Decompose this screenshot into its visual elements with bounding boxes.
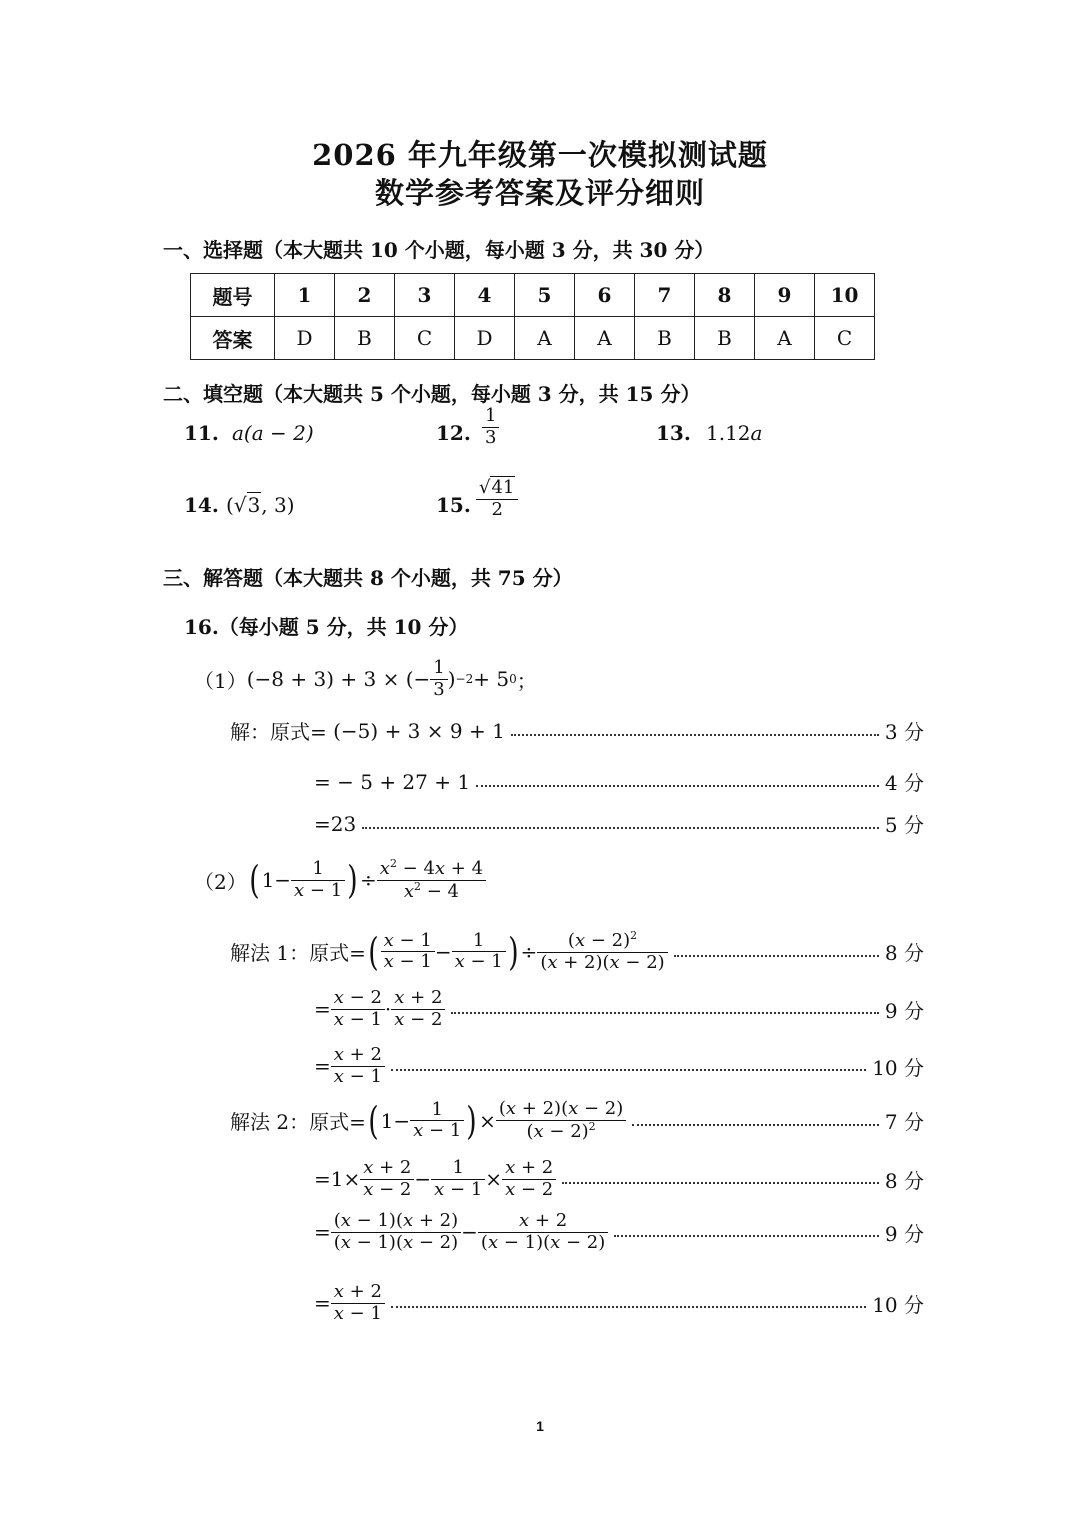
q15-root: 41 [491, 477, 515, 498]
table-cell-answer: C [395, 317, 455, 360]
table-cell-answer: A [575, 317, 635, 360]
step-score: 9 分 [884, 998, 924, 1023]
table-cell-number: 5 [515, 274, 575, 317]
solution-prefix: 解法 1：原式= [230, 941, 366, 966]
q16-part1-exp2: 0 [509, 672, 517, 687]
dot-leader [362, 827, 879, 829]
q16-part2-m1-step1: 解法 1：原式= ( $\frac{x - 1}{x - 1}$ − $\frac{1}{x - 1}$ ) ÷ $\frac{(x - 2)^2}{(x + 2)(x - 2)}$ 8 分 [230, 929, 924, 974]
table-cell-answer: B [335, 317, 395, 360]
q15-fraction [476, 478, 518, 520]
page-number: 1 [536, 1418, 544, 1434]
q13-answer [706, 421, 762, 445]
q12-numerator: 1 [482, 406, 499, 428]
step-score: 10 分 [872, 1055, 924, 1080]
table-cell-answer: B [635, 317, 695, 360]
dot-leader [391, 1069, 866, 1071]
step-expression: (−5) + 3 × 9 + 1 [333, 718, 505, 743]
q12-denominator: 3 [485, 426, 497, 448]
q16-part1-step3 [314, 809, 924, 838]
step-score: 10 分 [872, 1292, 924, 1317]
table-row-answers [191, 317, 875, 360]
table-header-question: 题号 [191, 274, 275, 317]
q12-fraction [482, 406, 499, 448]
table-cell-answer: A [515, 317, 575, 360]
dot-leader [614, 1235, 879, 1237]
table-cell-number: 7 [635, 274, 695, 317]
q16-part2-m2-step4: = $\frac{x + 2}{x - 1}$ 10 分 [314, 1281, 924, 1324]
q14-label: 14. [184, 493, 219, 517]
fraction-denominator: 3 [433, 678, 445, 700]
fraction-numerator: 1 [430, 658, 447, 680]
q16-part1-expr-b: ) [447, 667, 456, 692]
section3-heading: 三、解答题（本大题共 8 个小题，共 75 分） [163, 566, 573, 590]
q12-label: 12. [436, 421, 471, 445]
q16-part2-label: （2） [194, 869, 247, 894]
q16-part1-step1 [230, 716, 924, 745]
q14-rest: , 3) [261, 493, 295, 517]
step-score: 4 分 [884, 771, 924, 795]
q16-part2-problem: （2） ( 1− $\frac{1}{x - 1}$ ) ÷ $\frac{x^2 - 4x + 4}{x^2 - 4}$ [194, 858, 486, 902]
step-expression: =23 [314, 811, 357, 836]
table-cell-number: 8 [695, 274, 755, 317]
q15-label: 15. [436, 493, 471, 517]
q16-part1-step2 [314, 767, 924, 796]
dot-leader [451, 1012, 879, 1014]
section1-heading: 一、选择题（本大题共 10 个小题，每小题 3 分，共 30 分） [163, 238, 715, 262]
step-score: 5 分 [884, 813, 924, 837]
q16-part1-problem [194, 658, 537, 700]
q16-part1-expr-d: ； [516, 668, 537, 693]
step-score: 8 分 [884, 1168, 924, 1193]
step-score: 8 分 [884, 941, 924, 966]
q16-part2-m1-step3: = $\frac{x + 2}{x - 1}$ 10 分 [314, 1044, 924, 1087]
table-cell-number: 9 [755, 274, 815, 317]
q14-answer: (√3, 3) [226, 493, 295, 517]
q16-part1-fraction [430, 658, 447, 700]
table-cell-number: 1 [275, 274, 335, 317]
step-expression: = − 5 + 27 + 1 [314, 769, 471, 794]
table-row-numbers [191, 274, 875, 317]
q11-label: 11. [184, 421, 219, 445]
table-cell-number: 4 [455, 274, 515, 317]
q16-part1-expr-c: + 5 [473, 667, 510, 692]
q16-part2-m2-step3: = $\frac{(x - 1)(x + 2)}{(x - 1)(x - 2)}$ − $\frac{x + 2}{(x - 1)(x - 2)}$ 9 分 [314, 1210, 924, 1253]
dot-leader [562, 1182, 879, 1184]
table-cell-number: 3 [395, 274, 455, 317]
q16-part2-m2-step2: =1× $\frac{x + 2}{x - 2}$ − $\frac{1}{x - 1}$ × $\frac{x + 2}{x - 2}$ 8 分 [314, 1157, 924, 1200]
q13-label: 13. [656, 421, 691, 445]
table-header-answer: 答案 [191, 317, 275, 360]
answer-table [190, 273, 875, 360]
table-cell-number: 10 [815, 274, 875, 317]
table-cell-answer: B [695, 317, 755, 360]
q16-part1-expr-a: (−8 + 3) + 3 × (− [246, 667, 431, 692]
q16-part2-m2-step1: 解法 2：原式= ( 1− $\frac{1}{x - 1}$ ) × $\frac{(x + 2)(x - 2)}{(x - 2)^2}$ 7 分 [230, 1098, 924, 1143]
q14-root: 3 [247, 493, 261, 517]
table-cell-answer: C [815, 317, 875, 360]
q13-answer-number: 1.12 [706, 421, 751, 445]
table-cell-answer: D [275, 317, 335, 360]
q14-open-paren: ( [226, 493, 234, 517]
q15-denominator: 2 [491, 498, 503, 520]
q16-part2-m1-step2: = $\frac{x - 2}{x - 1}$ · $\frac{x + 2}{x - 2}$ 9 分 [314, 987, 924, 1030]
dot-leader [476, 785, 879, 787]
q11-answer: a(a − 2) [232, 421, 314, 445]
step-score: 3 分 [884, 720, 924, 744]
q16-part1-exp1: −2 [455, 672, 474, 687]
section2-heading: 二、填空题（本大题共 5 个小题，每小题 3 分，共 15 分） [163, 382, 701, 406]
dot-leader [674, 955, 879, 957]
q16-part1-label: （1） [194, 668, 247, 693]
solution-prefix: 解法 2：原式= [230, 1110, 366, 1135]
q13-answer-variable: a [750, 421, 763, 445]
q16-heading: 16.（每小题 5 分，共 10 分） [184, 615, 469, 639]
table-cell-answer: A [755, 317, 815, 360]
dot-leader [632, 1124, 879, 1126]
page-subtitle: 数学参考答案及评分细则 [374, 176, 705, 210]
table-cell-answer: D [455, 317, 515, 360]
dot-leader [511, 734, 879, 736]
page-title: 2026 年九年级第一次模拟测试题 [312, 138, 768, 172]
step-score: 7 分 [884, 1110, 924, 1135]
solution-prefix: 解：原式= [230, 720, 327, 744]
step-score: 9 分 [884, 1221, 924, 1246]
q15-numerator: √41 [476, 478, 518, 500]
table-cell-number: 6 [575, 274, 635, 317]
dot-leader [391, 1306, 866, 1308]
table-cell-number: 2 [335, 274, 395, 317]
